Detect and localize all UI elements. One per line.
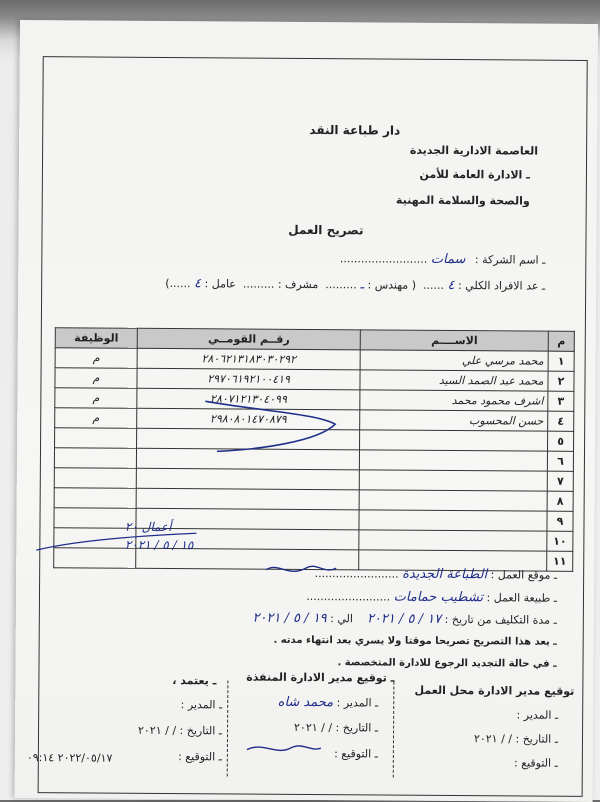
- col-header-job: الوظيفة: [55, 328, 137, 349]
- sig-work-site-title: توقيع مدير الادارة محل العمل: [414, 683, 575, 698]
- counts-row: ـ عد الافراد الكلي : ٤ ...... ( مهندس : ـ ......... مشرف : ......... عامل : ٤ ......): [165, 276, 546, 294]
- row-national-id: ٢٩٨٠٨٠١٤٧٠٨٧٩: [137, 408, 360, 430]
- engineer-value: ـ: [360, 277, 365, 293]
- total-label: ـ عد الافراد الكلي :: [457, 279, 546, 293]
- engineer-label: ( مهندس :: [367, 278, 417, 292]
- sig-approve-sign: ـ التوقيع :: [178, 750, 222, 764]
- total-value: ٤: [447, 277, 455, 294]
- row-name: محمد مرسي علي: [360, 350, 548, 371]
- period-label: ـ مدة التكليف من تاريخ :: [444, 612, 557, 627]
- sig-work-site-date: ـ التاريخ : / / ٢٠٢١: [473, 732, 559, 746]
- header-line-3: والصحة والسلامة المهنية: [395, 193, 530, 208]
- row-index: ١١: [547, 551, 573, 571]
- period-from: ١٧ / ٥ / ٢٠٢١: [366, 611, 442, 627]
- header-line-2: ـ الادارة العامة للأمن: [419, 167, 530, 182]
- col-header-name: الاســــم: [360, 330, 548, 351]
- pen-strokes: [15, 20, 598, 802]
- row-index: ٥: [548, 431, 574, 451]
- row-job: م: [55, 348, 137, 369]
- row-name: اشرف محمود محمد: [360, 390, 548, 411]
- row-national-id: ٢٩٧٠٦١٩٢١٠٠٤١٩: [137, 368, 360, 390]
- nature-signature-stroke: [266, 566, 336, 572]
- strikeout-scribble: [205, 401, 335, 452]
- sig-executing-manager-value: محمد شاه: [277, 694, 334, 711]
- note-temporary: ـ يعد هذا التصريح تصريحا موقتا ولا يسري بعد انتهاء مدته .: [273, 634, 557, 648]
- document-title: تصريح العمل: [288, 222, 364, 238]
- row-index: ١٠: [547, 531, 573, 551]
- row-job: م: [55, 408, 137, 429]
- photo-timestamp: ٢٠٢٢/٠٥/١٧ ٠٩:١٤: [26, 751, 113, 765]
- sig-work-site-sign: ـ التوقيع :: [514, 756, 558, 770]
- row-index: ٧: [547, 471, 573, 491]
- row-index: ٤: [548, 411, 574, 431]
- worker-label: عامل :: [204, 277, 236, 291]
- worker-value: ٤: [194, 276, 202, 292]
- margin-note-line-2: ١٥ / ٥ / ٢٠٢١: [124, 537, 194, 553]
- company-row: ـ اسم الشركة : سمات .........................: [339, 251, 546, 268]
- site-label: ـ موقع العمل :: [490, 568, 558, 582]
- company-value: سمات: [430, 251, 466, 268]
- row-job: م: [55, 368, 137, 389]
- sig-executing-manager: ـ المدير :: [336, 696, 379, 710]
- sig-executing-date: ـ التاريخ : / / ٢٠٢١: [293, 720, 379, 735]
- period-to-label: الي :: [330, 612, 354, 626]
- sig-executing-sign: ـ التوقيع :: [334, 747, 378, 761]
- site-value: الطباعة الجديدة: [402, 566, 488, 583]
- sig-approve-manager: ـ المدير :: [180, 698, 223, 712]
- permit-paper: [15, 20, 598, 802]
- row-job: م: [55, 388, 137, 409]
- sig-work-site-manager: ـ المدير :: [516, 708, 559, 722]
- executing-signature-stroke: [247, 746, 321, 751]
- row-index: ٩: [547, 511, 573, 531]
- row-index: ٢: [548, 371, 574, 391]
- row-index: ٣: [548, 391, 574, 411]
- row-index: ٨: [547, 491, 573, 511]
- supervisor-label: مشرف :: [277, 277, 319, 292]
- col-header-national-id: رقــم القومــي: [137, 328, 360, 350]
- row-name: حسن المحسوب: [360, 410, 548, 431]
- sig-approve-title: ـ يعتمد ،: [172, 674, 217, 688]
- publisher-name: دار طباعة النقد: [309, 123, 401, 138]
- row-index: ٦: [547, 451, 573, 471]
- nature-label: ـ طبيعة العمل :: [486, 591, 558, 605]
- period-to: ١٩ / ٥ / ٢٠٢١: [252, 610, 327, 627]
- margin-note-underline: [36, 532, 196, 551]
- nature-row: ـ طبيعة العمل : تشطيب حمامات ........................: [306, 589, 558, 606]
- note-renewal: ـ في حالة التجديد الرجوع للادارة المتخصصة .: [337, 657, 557, 670]
- nature-value: تشطيب حمامات: [393, 589, 484, 606]
- sig-executing-title: ـ توقيع مدير الادارة المنفذة: [246, 670, 395, 685]
- header-line-1: العاصمة الادارية الجديدة: [409, 143, 539, 158]
- row-index: ١: [548, 351, 574, 371]
- row-national-id: ٢٨٠٦٢١٣١٨٣٠٣٠٢٩٢: [137, 348, 360, 370]
- row-national-id: ٢٨٠٧١٢١٣٠٤٠٩٩: [137, 388, 360, 410]
- site-row: ـ موقع العمل : الطباعة الجديدة ........................: [314, 566, 558, 583]
- row-name: محمد عبد الصمد السيد: [360, 370, 548, 391]
- sig-approve-date: ـ التاريخ : / / ٢٠٢١: [137, 723, 223, 738]
- margin-note-line-1: أعمال ٢٠: [124, 519, 172, 535]
- col-header-index: م: [548, 331, 574, 351]
- company-label: ـ اسم الشركة :: [474, 253, 546, 267]
